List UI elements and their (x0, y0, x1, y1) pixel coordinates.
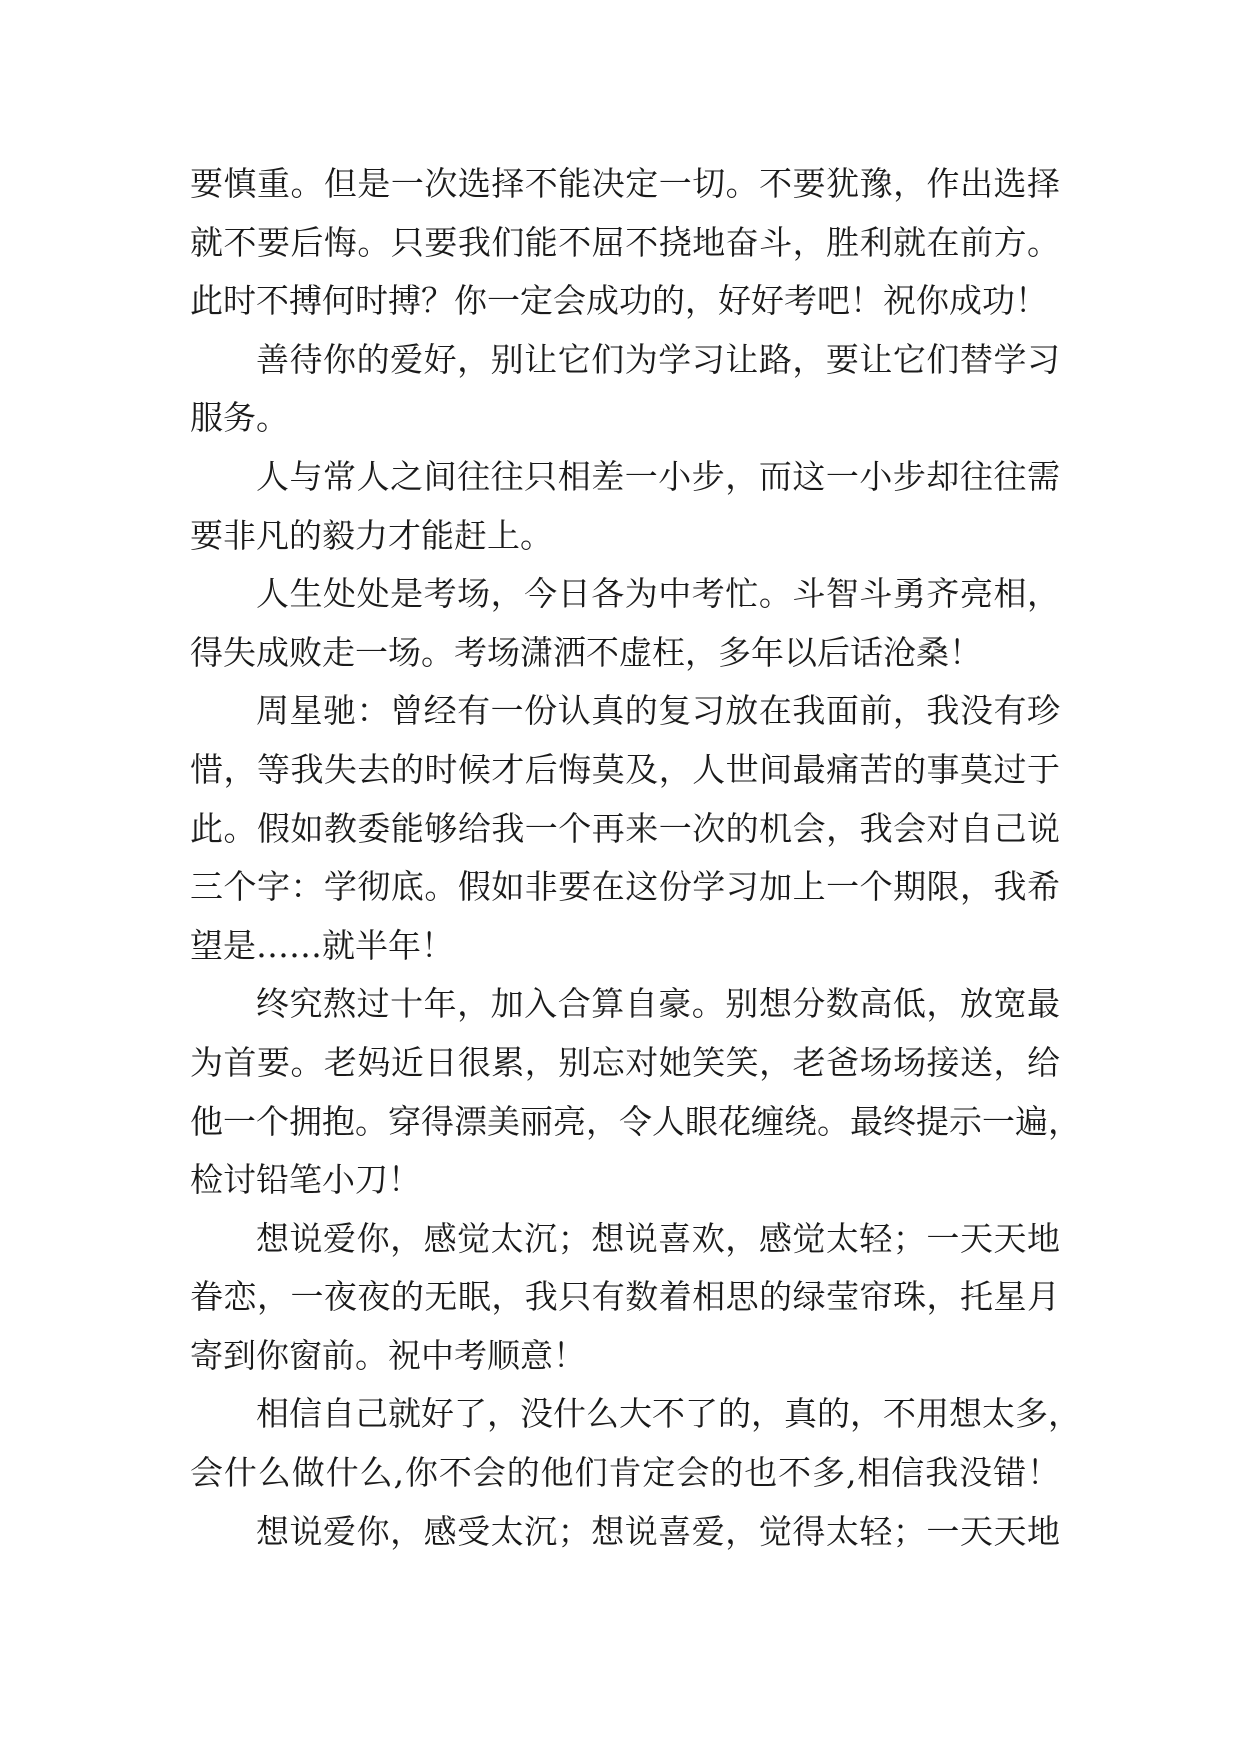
text-line: 惜，等我失去的时候才后悔莫及，人世间最痛苦的事莫过于 (190, 749, 1060, 789)
text-line: 想说爱你，感觉太沉；想说喜欢，感觉太轻；一天天地 (256, 1218, 1060, 1258)
paragraph-9 (190, 1503, 1060, 1562)
text-line: 检讨铅笔小刀！ (190, 1160, 421, 1200)
text-line: 三个字：学彻底。假如非要在这份学习加上一个期限，我希 (190, 867, 1060, 907)
paragraph-7 (190, 1210, 1060, 1386)
text-line: 此时不搏何时搏？你一定会成功的，好好考吧！祝你成功！ (190, 281, 1048, 321)
paragraph-3 (190, 448, 1060, 565)
paragraph-5 (190, 682, 1060, 975)
text-line: 要慎重。但是一次选择不能决定一切。不要犹豫，作出选择 (190, 164, 1060, 203)
text-line: 得失成败走一场。考场潇洒不虚枉，多年以后话沧桑！ (190, 632, 982, 672)
text-line: 寄到你窗前。祝中考顺意！ (190, 1335, 586, 1375)
text-line: 想说爱你，感受太沉；想说喜爱，觉得太轻；一天天地 (256, 1511, 1060, 1551)
text-line: 终究熬过十年，加入合算自豪。别想分数高低，放宽最 (256, 984, 1060, 1024)
document-body (190, 155, 1081, 1561)
paragraph-2 (190, 331, 1060, 448)
paragraph-8 (190, 1385, 1081, 1502)
text-line: 为首要。老妈近日很累，别忘对她笑笑，老爸场场接送，给 (190, 1042, 1060, 1082)
text-line: 他一个拥抱。穿得漂美丽亮，令人眼花缠绕。最终提示一遍， (190, 1101, 1081, 1141)
text-line: 人与常人之间往往只相差一小步，而这一小步却往往需 (256, 456, 1060, 496)
text-line: 相信自己就好了，没什么大不了的，真的，不用想太多， (256, 1394, 1081, 1434)
text-line: 会什么做什么,你不会的他们肯定会的也不多,相信我没错！ (190, 1453, 1060, 1493)
paragraph-4 (190, 565, 1060, 682)
text-line: 人生处处是考场，今日各为中考忙。斗智斗勇齐亮相， (256, 574, 1060, 614)
text-line: 望是……就半年！ (190, 925, 454, 965)
text-line: 服务。 (190, 398, 289, 438)
paragraph-1 (190, 155, 1060, 331)
text-line: 此。假如教委能够给我一个再来一次的机会，我会对自己说 (190, 808, 1060, 848)
text-line: 就不要后悔。只要我们能不屈不挠地奋斗，胜利就在前方。 (190, 222, 1060, 262)
text-line: 眷恋，一夜夜的无眠，我只有数着相思的绿莹帘珠，托星月 (190, 1277, 1060, 1317)
text-line: 周星驰：曾经有一份认真的复习放在我面前，我没有珍 (256, 691, 1060, 731)
text-line: 善待你的爱好，别让它们为学习让路，要让它们替学习 (256, 339, 1060, 379)
text-line: 要非凡的毅力才能赶上。 (190, 515, 553, 555)
paragraph-6 (190, 975, 1081, 1209)
